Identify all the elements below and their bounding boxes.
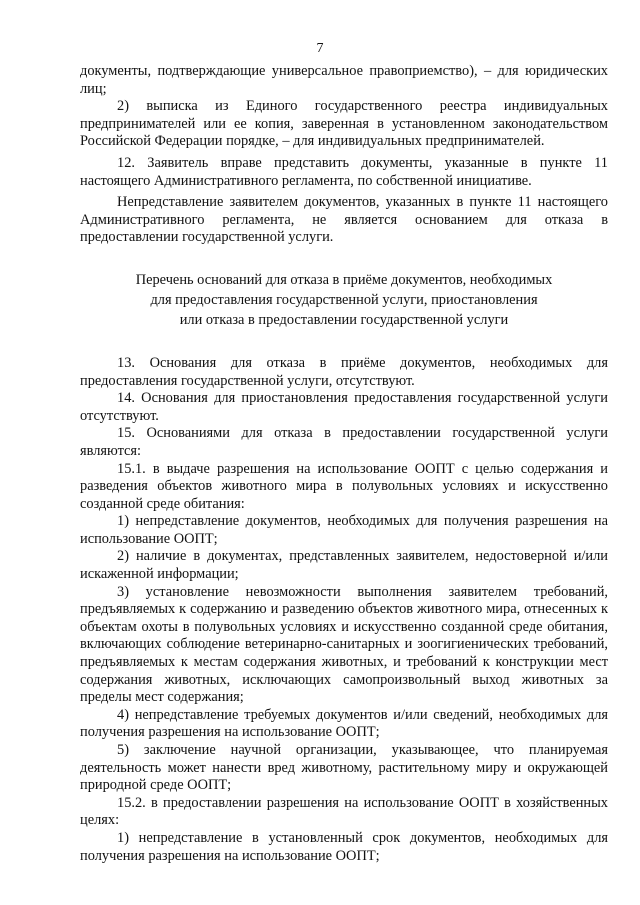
paragraph-15-1-item-5: 5) заключение научной организации, указывающее, что планируемая деятельность может нанести вред животному, растительному миру и окружающей природной среде ООПТ; — [80, 742, 608, 794]
paragraph-15-1: 15.1. в выдаче разрешения на использование ООПТ с целью содержания и разведения объектов животного мира в полувольных условиях и искусственно созданной среде обитания: — [80, 460, 608, 512]
paragraph-15-2-item-1: 1) непредставление в установленный срок документов, необходимых для получения разрешения на использование ООПТ; — [80, 829, 608, 864]
paragraph-non-submission: Непредставление заявителем документов, указанных в пункте 11 настоящего Административного регламента, не является основанием для отказа в предоставлении государственной услуги. — [80, 194, 608, 246]
paragraph-12: 12. Заявитель вправе представить документы, указанные в пункте 11 настоящего Административного регламента, по собственной инициативе. — [80, 154, 608, 189]
section-heading-line-1: Перечень оснований для отказа в приёме документов, необходимых — [135, 271, 553, 288]
page-number: 7 — [316, 41, 324, 56]
section-heading — [80, 270, 608, 330]
paragraph-15: 15. Основаниями для отказа в предоставлении государственной услуги являются: — [80, 425, 608, 459]
paragraph-15-1-item-3: 3) установление невозможности выполнения заявителем требований, предъявляемых к содержанию и разведению объектов животного мира, отнесенных к объектам охоты в полувольных условиях и искусственно созданной среде обитания, включающих соблюдение ветеринарно-санитарных и зоогигиенических требований, предъявляемых к местам содержания животных, и требований к конструкции мест содержания животных, исключающих самопроизвольный выход животных за пределы мест содержания; — [80, 583, 608, 706]
paragraph-continuation: документы, подтверждающие универсальное правоприемство), – для юридических лиц; — [80, 63, 608, 97]
section-heading-line-3: или отказа в предоставлении государственной услуги — [179, 311, 509, 328]
paragraph-13: 13. Основания для отказа в приёме документов, необходимых для предоставления государственной услуги, отсутствуют. — [80, 354, 608, 389]
paragraph-15-2: 15.2. в предоставлении разрешения на использование ООПТ в хозяйственных целях: — [80, 794, 608, 829]
paragraph-15-1-item-2: 2) наличие в документах, представленных заявителем, недостоверной и/или искаженной информации; — [80, 548, 608, 583]
paragraph-item-2-extract: 2) выписка из Единого государственного реестра индивидуальных предпринимателей или ее копия, заверенная в установленном законодательством Российской Федерации порядке, – для индивидуальных предпринимателей. — [80, 98, 608, 150]
paragraph-15-1-item-1: 1) непредставление документов, необходимых для получения разрешения на использование ООПТ; — [80, 513, 608, 547]
document-body — [80, 63, 608, 865]
section-heading-line-2: для предоставления государственной услуги, приостановления — [150, 291, 538, 308]
paragraph-15-1-item-4: 4) непредставление требуемых документов и/или сведений, необходимых для получения разрешения на использование ООПТ; — [80, 706, 608, 741]
paragraph-14: 14. Основания для приостановления предоставления государственной услуги отсутствуют. — [80, 390, 608, 424]
